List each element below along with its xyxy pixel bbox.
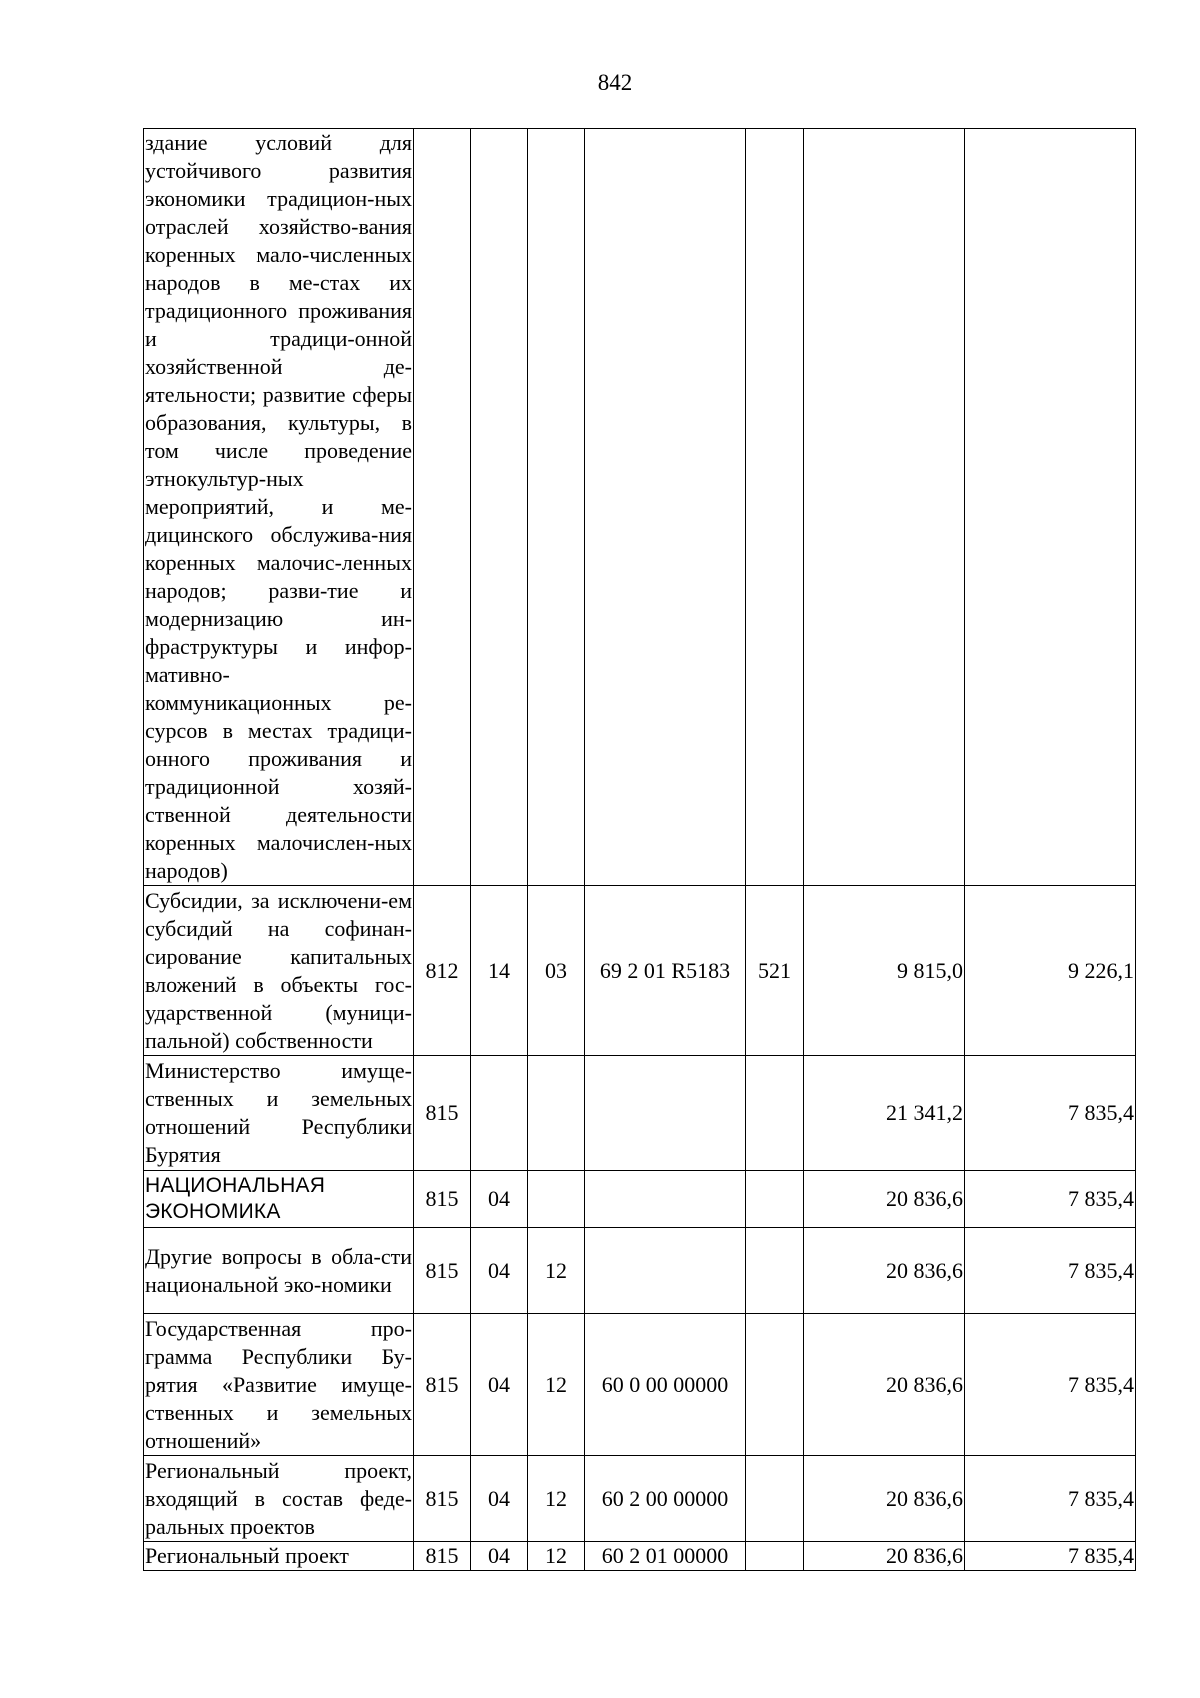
grbs-cell [414, 129, 471, 886]
grbs-cell: 815 [414, 1228, 471, 1314]
plan-amount-cell: 20 836,6 [804, 1542, 965, 1571]
row-name: Министерство имуще-ственных и земельных отношений Республики Бурятия [144, 1056, 414, 1171]
subsection-cell: 03 [528, 886, 585, 1056]
table-row [144, 1542, 1136, 1571]
actual-amount-cell: 9 226,1 [965, 886, 1136, 1056]
actual-amount-cell: 7 835,4 [965, 1456, 1136, 1542]
section-cell: 04 [471, 1171, 528, 1228]
subsection-cell: 12 [528, 1456, 585, 1542]
section-cell: 04 [471, 1456, 528, 1542]
row-name: Государственная про-грамма Республики Бу-рятия «Развитие имуще-ственных и земельных отношений» [144, 1314, 414, 1456]
table-row [144, 1171, 1136, 1228]
grbs-cell: 815 [414, 1456, 471, 1542]
subsection-cell [528, 129, 585, 886]
grbs-cell: 815 [414, 1056, 471, 1171]
row-name: Региональный проект, входящий в состав феде-ральных проектов [144, 1456, 414, 1542]
target-article-cell: 60 2 01 00000 [585, 1542, 746, 1571]
target-article-cell: 60 2 00 00000 [585, 1456, 746, 1542]
subsection-cell: 12 [528, 1228, 585, 1314]
section-cell: 04 [471, 1542, 528, 1571]
subsection-cell: 12 [528, 1542, 585, 1571]
actual-amount-cell: 7 835,4 [965, 1228, 1136, 1314]
actual-amount-cell: 7 835,4 [965, 1314, 1136, 1456]
table-row [144, 1228, 1136, 1314]
plan-amount-cell [804, 129, 965, 886]
target-article-cell [585, 1228, 746, 1314]
section-cell: 04 [471, 1228, 528, 1314]
expense-type-cell [746, 1456, 804, 1542]
page-number: 842 [597, 70, 633, 95]
target-article-cell [585, 129, 746, 886]
expense-type-cell [746, 1228, 804, 1314]
target-article-cell [585, 1171, 746, 1228]
target-article-cell: 69 2 01 R5183 [585, 886, 746, 1056]
section-cell [471, 129, 528, 886]
subsection-cell [528, 1171, 585, 1228]
budget-table [143, 128, 1136, 1571]
table-row [144, 1456, 1136, 1542]
expense-type-cell: 521 [746, 886, 804, 1056]
row-name: Региональный проект [144, 1542, 414, 1571]
section-cell [471, 1056, 528, 1171]
actual-amount-cell: 7 835,4 [965, 1056, 1136, 1171]
table-row [144, 1056, 1136, 1171]
target-article-cell [585, 1056, 746, 1171]
subsection-cell [528, 1056, 585, 1171]
section-cell: 14 [471, 886, 528, 1056]
actual-amount-cell: 7 835,4 [965, 1542, 1136, 1571]
table-row [144, 129, 1136, 886]
target-article-cell: 60 0 00 00000 [585, 1314, 746, 1456]
actual-amount-cell [965, 129, 1136, 886]
row-name: здание условий для устойчивого развития экономики традицион-ных отраслей хозяйство-вания коренных мало-численных народов в ме-стах их традиционного проживания и традици-онной хозяйственной де-ятельности; развитие сферы образования, культуры, в том числе проведение этнокультур-ных мероприятий, и ме-дицинского обслужива-ния коренных малочис-ленных народов; разви-тие и модернизацию ин-фраструктуры и инфор-мативно-коммуникационных ре-сурсов в местах традици-онного проживания и традиционной хозяй-ственной деятельности коренных малочислен-ных народов) [144, 129, 414, 886]
expense-type-cell [746, 1314, 804, 1456]
grbs-cell: 815 [414, 1314, 471, 1456]
plan-amount-cell: 9 815,0 [804, 886, 965, 1056]
subsection-cell: 12 [528, 1314, 585, 1456]
section-cell: 04 [471, 1314, 528, 1456]
plan-amount-cell: 20 836,6 [804, 1228, 965, 1314]
table-row [144, 1314, 1136, 1456]
grbs-cell: 815 [414, 1171, 471, 1228]
plan-amount-cell: 21 341,2 [804, 1056, 965, 1171]
actual-amount-cell: 7 835,4 [965, 1171, 1136, 1228]
plan-amount-cell: 20 836,6 [804, 1456, 965, 1542]
row-name: НАЦИОНАЛЬНАЯ ЭКОНОМИКА [144, 1171, 414, 1228]
expense-type-cell [746, 129, 804, 886]
expense-type-cell [746, 1056, 804, 1171]
expense-type-cell [746, 1542, 804, 1571]
grbs-cell: 812 [414, 886, 471, 1056]
plan-amount-cell: 20 836,6 [804, 1171, 965, 1228]
plan-amount-cell: 20 836,6 [804, 1314, 965, 1456]
expense-type-cell [746, 1171, 804, 1228]
row-name: Другие вопросы в обла-сти национальной эко-номики [144, 1228, 414, 1314]
row-name: Субсидии, за исключени-ем субсидий на софинан-сирование капитальных вложений в объекты гос-ударственной (муници-пальной) собственности [144, 886, 414, 1056]
table-row [144, 886, 1136, 1056]
grbs-cell: 815 [414, 1542, 471, 1571]
